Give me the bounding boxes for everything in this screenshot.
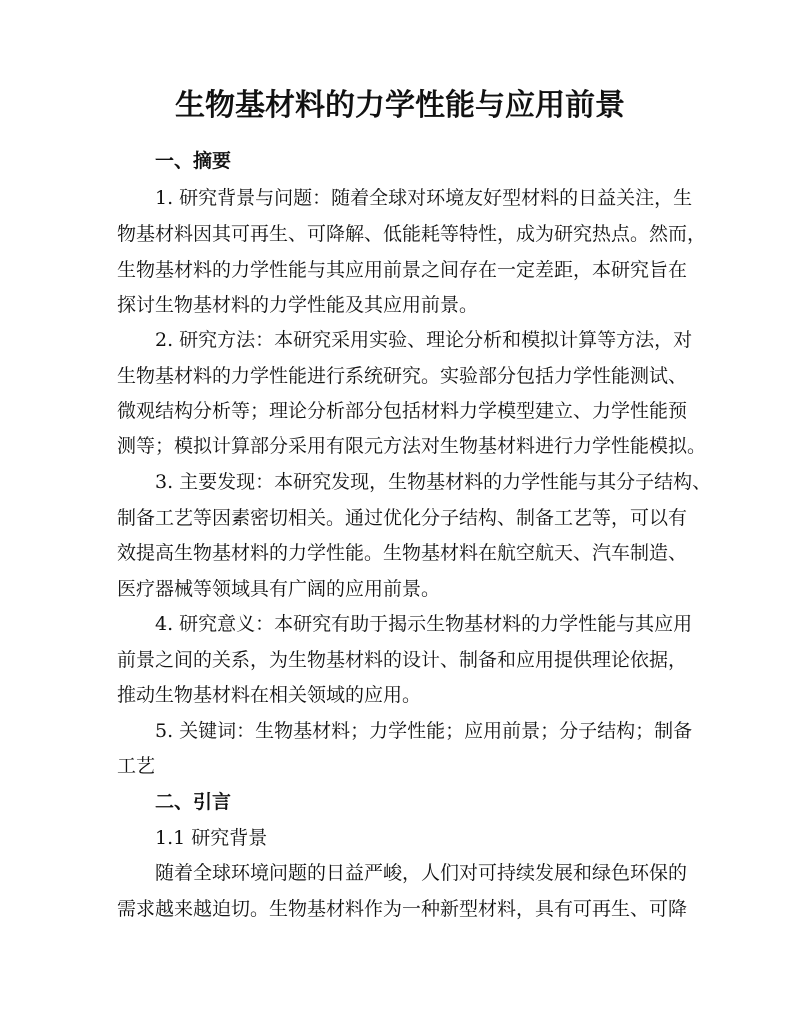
paragraph-line: 随着全球环境问题的日益严峻，人们对可持续发展和绿色环保的	[155, 862, 688, 884]
paragraph-line: 3. 主要发现：本研究发现，生物基材料的力学性能与其分子结构、	[155, 471, 712, 493]
paragraph-line: 1. 研究背景与问题：随着全球对环境友好型材料的日益关注，生	[155, 187, 693, 209]
paragraph-line: 2. 研究方法：本研究采用实验、理论分析和模拟计算等方法，对	[155, 329, 693, 351]
paragraph-line: 医疗器械等领域具有广阔的应用前景。	[117, 578, 441, 600]
paragraph-line: 效提高生物基材料的力学性能。生物基材料在航空航天、汽车制造、	[117, 542, 688, 564]
paragraph-line: 生物基材料的力学性能与其应用前景之间存在一定差距，本研究旨在	[117, 259, 688, 281]
paragraph-line: 5. 关键词：生物基材料；力学性能；应用前景；分子结构；制备	[155, 720, 693, 742]
abstract-heading: 一、摘要	[155, 150, 232, 172]
intro-heading: 二、引言	[155, 791, 232, 813]
paragraph-line: 制备工艺等因素密切相关。通过优化分子结构、制备工艺等，可以有	[117, 507, 688, 529]
paragraph-line: 4. 研究意义：本研究有助于揭示生物基材料的力学性能与其应用	[155, 613, 693, 635]
paragraph-line: 微观结构分析等；理论分析部分包括材料力学模型建立、力学性能预	[117, 400, 688, 422]
paragraph-line: 物基材料因其可再生、可降解、低能耗等特性，成为研究热点。然而，	[117, 223, 707, 245]
subsection-heading: 1.1 研究背景	[155, 827, 268, 849]
paragraph-line: 工艺	[117, 755, 156, 777]
paragraph-line: 测等；模拟计算部分采用有限元方法对生物基材料进行力学性能模拟。	[117, 435, 707, 457]
paragraph-line: 生物基材料的力学性能进行系统研究。实验部分包括力学性能测试、	[117, 365, 688, 387]
paragraph-line: 需求越来越迫切。生物基材料作为一种新型材料，具有可再生、可降	[117, 898, 688, 920]
document-title: 生物基材料的力学性能与应用前景	[175, 88, 625, 123]
paragraph-line: 推动生物基材料在相关领域的应用。	[117, 684, 422, 706]
paragraph-line: 探讨生物基材料的力学性能及其应用前景。	[117, 294, 479, 316]
paragraph-line: 前景之间的关系，为生物基材料的设计、制备和应用提供理论依据，	[117, 649, 688, 671]
